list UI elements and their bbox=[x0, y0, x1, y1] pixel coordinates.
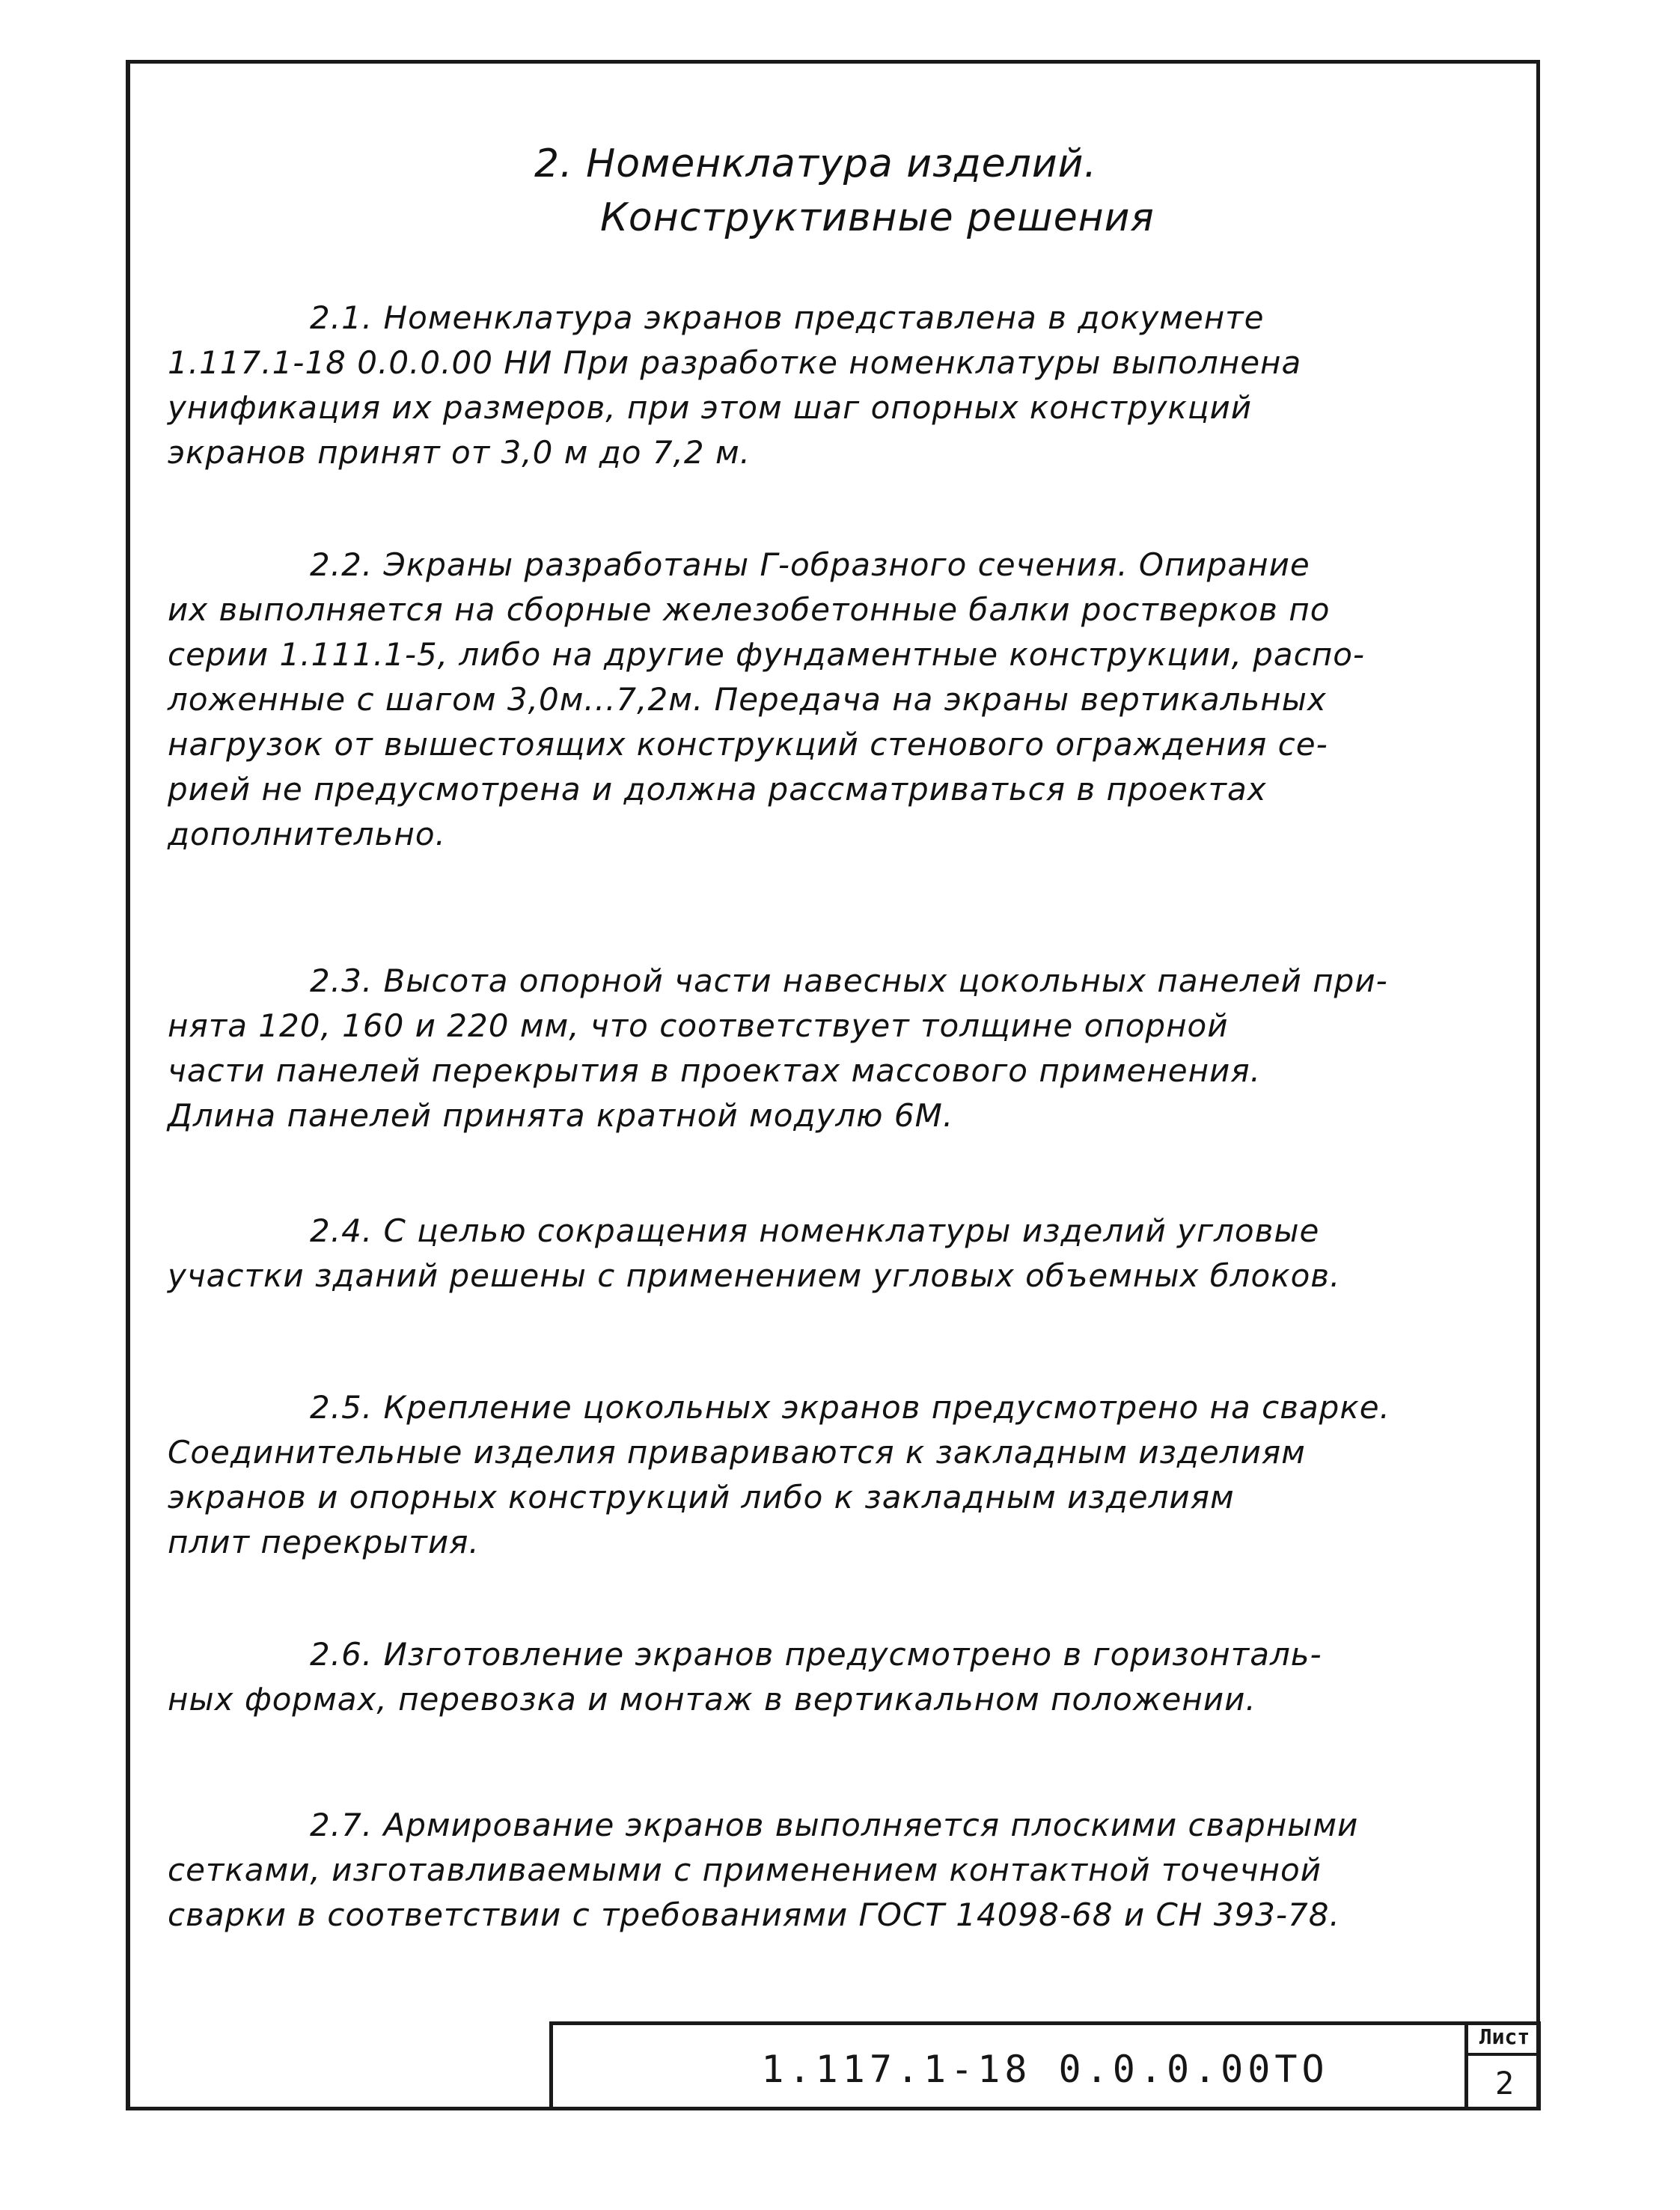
paragraph-line: 2.1. Номенклатура экранов представлена в документе bbox=[310, 299, 1265, 336]
paragraph-2-1 bbox=[168, 296, 1500, 475]
paragraph-line: части панелей перекрытия в проектах массового применения. bbox=[168, 1052, 1261, 1089]
paragraph-line: ложенные с шагом 3,0м...7,2м. Передача на экраны вертикальных bbox=[168, 681, 1327, 718]
paragraph-line: нята 120, 160 и 220 мм, что соответствует толщине опорной bbox=[168, 1007, 1229, 1044]
paragraph-2-7 bbox=[168, 1803, 1500, 1938]
paragraph-2-6 bbox=[168, 1632, 1500, 1722]
document-code: 1.117.1-18 0.0.0.00ТО bbox=[761, 2048, 1329, 2091]
paragraph-line: Соединительные изделия привариваются к закладным изделиям bbox=[168, 1434, 1306, 1471]
paragraph-line: унификация их размеров, при этом шаг опорных конструкций bbox=[168, 389, 1253, 426]
paragraph-2-4 bbox=[168, 1209, 1500, 1298]
paragraph-line: экранов принят от 3,0 м до 7,2 м. bbox=[168, 434, 751, 471]
section-title-line-2: Конструктивные решения bbox=[600, 195, 1155, 240]
paragraph-line: 2.6. Изготовление экранов предусмотрено в горизонталь- bbox=[310, 1636, 1322, 1673]
paragraph-line: сетками, изготавливаемыми с применением контактной точечной bbox=[168, 1852, 1322, 1888]
paragraph-2-3 bbox=[168, 959, 1500, 1138]
paragraph-line: нагрузок от вышестоящих конструкций стенового ограждения се- bbox=[168, 726, 1328, 763]
paragraph-2-2 bbox=[168, 543, 1500, 857]
paragraph-line: плит перекрытия. bbox=[168, 1524, 480, 1560]
paragraph-line: участки зданий решены с применением угловых объемных блоков. bbox=[168, 1257, 1341, 1294]
paragraph-line: серии 1.111.1-5, либо на другие фундаментные конструкции, распо- bbox=[168, 636, 1366, 673]
paragraph-line: 2.5. Крепление цокольных экранов предусмотрено на сварке. bbox=[310, 1389, 1390, 1426]
paragraph-line: ных формах, перевозка и монтаж в вертикальном положении. bbox=[168, 1681, 1256, 1718]
paragraph-line: сварки в соответствии с требованиями ГОСТ 14098-68 и СН 393-78. bbox=[168, 1896, 1340, 1933]
paragraph-line: экранов и опорных конструкций либо к закладным изделиям bbox=[168, 1479, 1235, 1515]
paragraph-line: 1.117.1-18 0.0.0.00 НИ При разработке номенклатуры выполнена bbox=[168, 344, 1302, 381]
section-title-line-1: 2. Номенклатура изделий. bbox=[534, 141, 1097, 186]
page-frame bbox=[126, 60, 1540, 2110]
paragraph-line: 2.7. Армирование экранов выполняется плоскими сварными bbox=[310, 1807, 1359, 1843]
paragraph-line: рией не предусмотрена и должна рассматриваться в проектах bbox=[168, 771, 1267, 808]
paragraph-line: Длина панелей принята кратной модулю 6М. bbox=[168, 1097, 954, 1134]
title-block-stamp bbox=[549, 2021, 1541, 2110]
paragraph-line: дополнительно. bbox=[168, 816, 446, 852]
paragraph-line: 2.2. Экраны разработаны Г-образного сечения. Опирание bbox=[310, 546, 1310, 583]
sheet-label: Лист bbox=[1468, 2021, 1541, 2056]
paragraph-line: 2.3. Высота опорной части навесных цокольных панелей при- bbox=[310, 962, 1388, 999]
sheet-number-box bbox=[1464, 2021, 1541, 2110]
paragraph-line: их выполняется на сборные железобетонные балки ростверков по bbox=[168, 591, 1331, 628]
paragraph-2-5 bbox=[168, 1385, 1500, 1565]
paragraph-line: 2.4. С целью сокращения номенклатуры изделий угловые bbox=[310, 1212, 1320, 1249]
sheet-number: 2 bbox=[1494, 2065, 1515, 2101]
